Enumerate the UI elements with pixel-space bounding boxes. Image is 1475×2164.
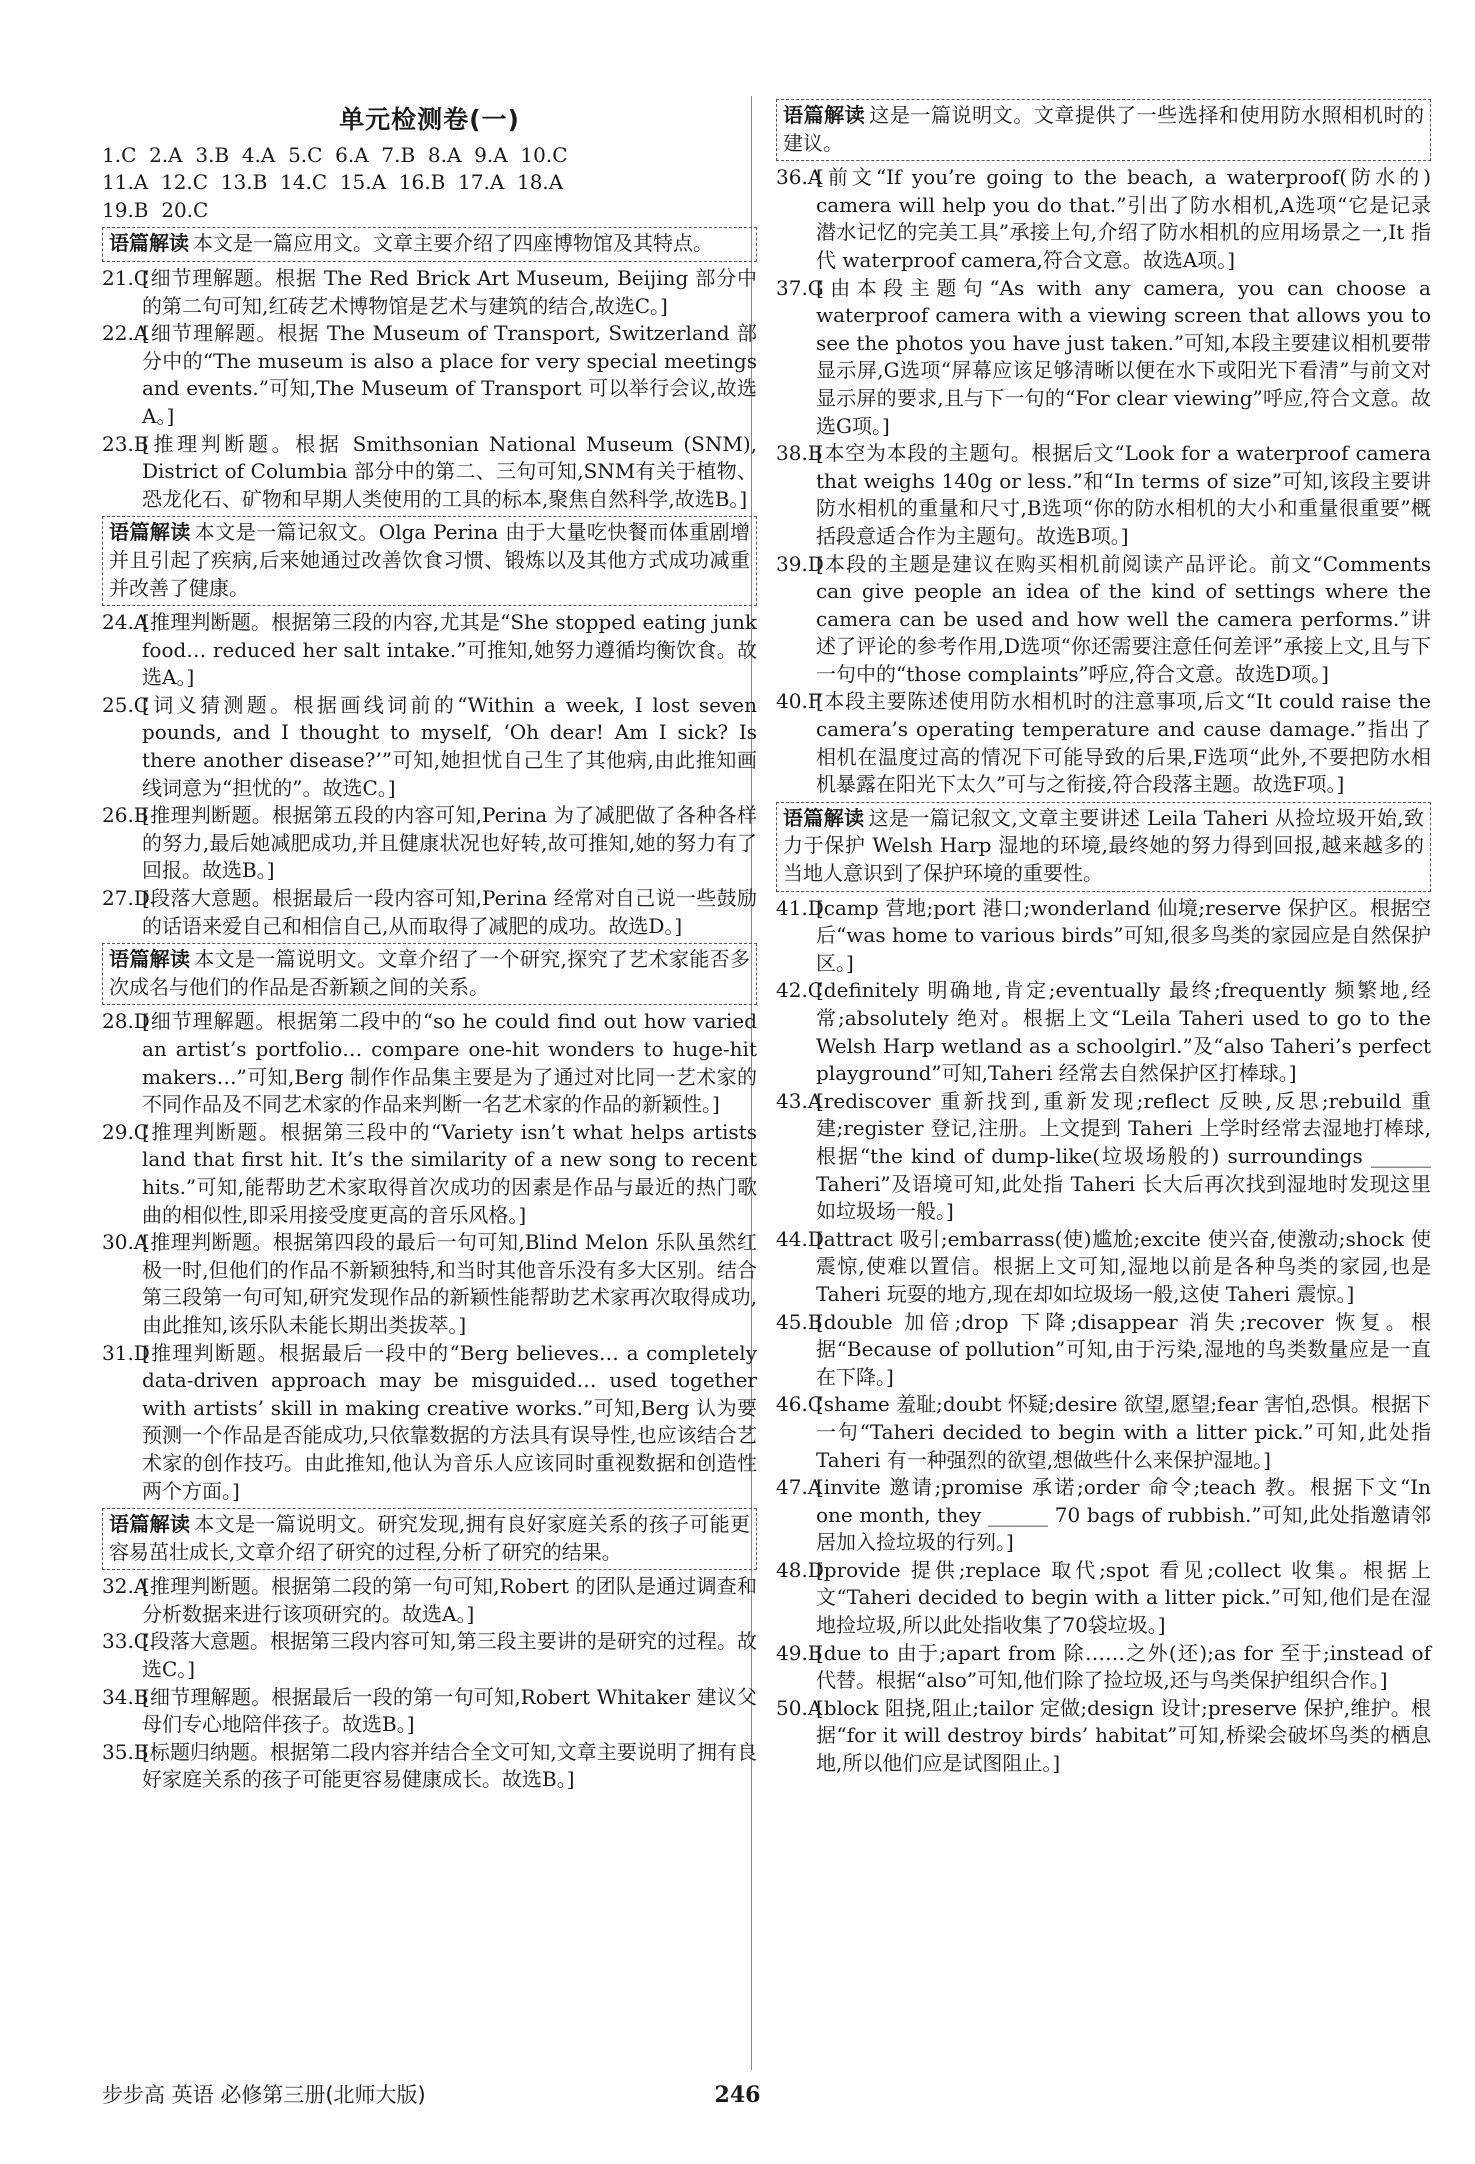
- explanation-text: [本段主要陈述使用防水相机时的注意事项,后文“It could raise the camera’s operating temperature and cause damage.”指出了相机在温度过高的情况下可能导致的后果,F选项“此外,不要把防水相机暴露在阳光下太久”可与之衔接,符合段落主题。故选F项。]: [816, 689, 1431, 797]
- question-answer: 43.A: [776, 1088, 823, 1113]
- explanation-text: [推理判断题。根据第三段中的“Variety isn’t what helps artists land that first hit. It’s the similarity of a new song to recent hits.”可知,能帮助艺术家取得首次成功的因素是作品与最近的热门歌曲的相似性,即采用接受度更高的音乐风格。]: [142, 1119, 757, 1227]
- explanation-text: [细节理解题。根据 The Museum of Transport, Switzerland 部分中的“The museum is also a place for very special meetings and events.”可知,The Museum of Transport 可以举行会议,故选A。]: [142, 321, 757, 428]
- question-answer: 40.F: [776, 689, 822, 714]
- question-answer: 27.D: [102, 886, 150, 911]
- passage-summary-box: [776, 99, 1431, 161]
- explanation-text: [shame 羞耻;doubt 怀疑;desire 欲望,愿望;fear 害怕,恐惧。根据下一句“Taheri decided to begin with a litter pick.”可知,此处指 Taheri 有一种强烈的欲望,想做些什么来保护湿地。]: [816, 1392, 1431, 1472]
- question-answer: 38.B: [776, 441, 823, 466]
- answer-explanation: [776, 1226, 1431, 1309]
- explanation-text: [due to 由于;apart from 除……之外(还);as for 至于;instead of 代替。根据“also”可知,他们除了捡垃圾,还与鸟类保护组织合作。]: [816, 1640, 1431, 1693]
- question-answer: 22.A: [102, 321, 149, 346]
- answer-line: 11.A 12.C 13.B 14.C 15.A 16.B 17.A 18.A: [102, 170, 564, 195]
- answer-explanation: [102, 1119, 757, 1229]
- question-answer: 33.C: [102, 1629, 150, 1654]
- passage-summary-box: [102, 1508, 757, 1570]
- explanation-text: [rediscover 重新找到,重新发现;reflect 反映,反思;rebuild 重建;register 登记,注册。上文提到 Taheri 上学时经常去湿地打棒球,根据“the kind of dump-like(垃圾场般的) surroundings ______ Taheri”及语境可知,此处指 Taheri 长大后再次找到湿地时发现这里如垃圾场一般。]: [816, 1088, 1431, 1224]
- passage-summary-tag: 语篇解读: [109, 1512, 191, 1537]
- passage-summary-box: [102, 227, 757, 262]
- question-answer: 24.A: [102, 610, 149, 635]
- explanation-text: [double 加倍;drop 下降;disappear 消失;recover 恢复。根据“Because of pollution”可知,由于污染,湿地的鸟类数量应是一直在下降。]: [816, 1309, 1431, 1389]
- explanation-text: [本空为本段的主题句。根据后文“Look for a waterproof camera that weighs 140g or less.”和“In terms of size”可知,该段主要讲防水相机的重量和尺寸,B选项“你的防水相机的大小和重量很重要”概括段意适合作为主题句。故选B项。]: [816, 441, 1431, 548]
- answer-explanation: [776, 895, 1431, 978]
- explanation-text: [推理判断题。根据第三段的内容,尤其是“She stopped eating junk food… reduced her salt intake.”可推知,她努力遵循均衡饮食。故选A。]: [142, 610, 757, 690]
- answer-explanation: [776, 440, 1431, 550]
- left-column: [102, 96, 757, 1794]
- explanation-text: [camp 营地;port 港口;wonderland 仙境;reserve 保护区。根据空后“was home to various birds”可知,很多鸟类的家园应是自然保护区。]: [816, 895, 1431, 975]
- question-answer: 34.B: [102, 1684, 149, 1709]
- question-answer: 47.A: [776, 1475, 823, 1500]
- question-answer: 30.A: [102, 1230, 149, 1255]
- explanation-text: [推理判断题。根据最后一段中的“Berg believes… a completely data-driven approach may be misguided… used together with artists’ skill in making creative works.”可知,Berg 认为要预测一个作品是否能成功,只依靠数据的方法具有误导性,也应该结合艺术家的创作技巧。由此推知,他认为音乐人应该同时重视数据和创造性两个方面。]: [142, 1340, 757, 1503]
- question-answer: 21.C: [102, 265, 150, 290]
- answer-explanation: [102, 320, 757, 430]
- answer-explanation: [102, 1008, 757, 1118]
- answer-explanation: [102, 885, 757, 940]
- answer-explanation: [776, 551, 1431, 689]
- right-column: [776, 96, 1431, 1778]
- explanation-text: [definitely 明确地,肯定;eventually 最终;frequently 频繁地,经常;absolutely 绝对。根据上文“Leila Taheri used to go to the Welsh Harp wetland as a schoolgirl.”及“also Taheri’s perfect playground”可知,Taheri 经常去自然保护区打棒球。]: [816, 978, 1431, 1086]
- answer-explanation: [102, 1684, 757, 1739]
- passage-summary-text: 本文是一篇说明文。研究发现,拥有良好家庭关系的孩子可能更容易茁壮成长,文章介绍了研究的过程,分析了研究的结果。: [109, 1512, 750, 1564]
- answer-explanation: [776, 977, 1431, 1087]
- answer-explanation: [776, 164, 1431, 274]
- explanation-text: [词义猜测题。根据画线词前的“Within a week, I lost seven pounds, and I thought to myself, ‘Oh dear! Am I sick? Is there another disease?’”可知,她担忧自己生了其他病,由此推知画线词意为“担忧的”。故选C。]: [142, 692, 757, 800]
- explanation-text: [block 阻挠,阻止;tailor 定做;design 设计;preserve 保护,维护。根据“for it will destroy birds’ habitat”可知,桥梁会破坏鸟类的栖息地,所以他们应是试图阻止。]: [816, 1695, 1431, 1776]
- passage-summary-tag: 语篇解读: [783, 805, 865, 830]
- explanation-text: [由本段主题句“As with any camera, you can choose a waterproof camera with a viewing screen that allows you to see the photos you have just taken.”可知,本段主要建议相机要带显示屏,G选项“屏幕应该足够清晰以便在水下或阳光下看清”与前文对显示屏的要求,且与下一句的“For clear viewing”呼应,符合文意。故选G项。]: [816, 275, 1431, 438]
- answer-explanation: [776, 1557, 1431, 1640]
- explanation-text: [段落大意题。根据最后一段内容可知,Perina 经常对自己说一些鼓励的话语来爱自己和相信自己,从而取得了减肥的成功。故选D。]: [142, 886, 757, 938]
- question-answer: 28.D: [102, 1009, 150, 1034]
- question-answer: 36.A: [776, 165, 823, 190]
- question-answer: 41.D: [776, 895, 824, 920]
- answer-explanation: [102, 1340, 757, 1506]
- question-answer: 37.G: [776, 275, 824, 300]
- answer-explanation: [102, 1739, 757, 1794]
- question-answer: 26.B: [102, 803, 149, 828]
- passage-summary-text: 本文是一篇应用文。文章主要介绍了四座博物馆及其特点。: [193, 231, 713, 256]
- answer-explanation: [102, 1628, 757, 1683]
- explanation-text: [前文“If you’re going to the beach, a waterproof(防水的) camera will help you do that.”引出了防水相机,A选项“它是记录潜水记忆的完美工具”承接上句,介绍了防水相机的应用场景之一,It 指代 waterproof camera,符合文意。故选A项。]: [816, 165, 1431, 272]
- explanation-text: [本段的主题是建议在购买相机前阅读产品评论。前文“Comments can give people an idea of the kind of settings where the camera can be used and how well the camera performs.”讲述了评论的参考作用,D选项“你还需要注意任何差评”承接上文,且与下一句中的“those complaints”呼应,符合文意。故选D项。]: [816, 551, 1431, 686]
- answer-explanation: [102, 692, 757, 802]
- question-answer: 29.C: [102, 1119, 150, 1144]
- question-answer: 46.C: [776, 1392, 824, 1417]
- question-answer: 25.C: [102, 692, 150, 717]
- explanation-text: [推理判断题。根据第五段的内容可知,Perina 为了减肥做了各种各样的努力,最后她减肥成功,并且健康状况也好转,故可推知,她的努力有了回报。故选B。]: [142, 803, 757, 883]
- explanation-text: [标题归纳题。根据第二段内容并结合全文可知,文章主要说明了拥有良好家庭关系的孩子可能更容易健康成长。故选B。]: [142, 1739, 757, 1792]
- answer-explanation: [102, 265, 757, 320]
- question-answer: 23.B: [102, 431, 149, 456]
- question-answer: 48.D: [776, 1557, 824, 1582]
- answer-line: 1.C 2.A 3.B 4.A 5.C 6.A 7.B 8.A 9.A 10.C: [102, 142, 568, 167]
- answer-explanation: [776, 1088, 1431, 1226]
- explanation-text: [推理判断题。根据第四段的最后一句可知,Blind Melon 乐队虽然红极一时,但他们的作品不新颖独特,和当时其他音乐没有多大区别。结合第三段第一句可知,研究发现作品的新颖性能帮助艺术家再次取得成功,由此推知,该乐队未能长期出类拔萃。]: [142, 1230, 757, 1337]
- answer-explanation: [776, 1695, 1431, 1778]
- passage-summary-box: [776, 802, 1431, 892]
- answer-explanation: [102, 431, 757, 514]
- question-answer: 35.B: [102, 1739, 149, 1764]
- question-answer: 32.A: [102, 1574, 149, 1599]
- answer-explanation: [102, 802, 757, 885]
- passage-summary-tag: 语篇解读: [109, 231, 189, 256]
- passage-summary-text: 这是一篇说明文。文章提供了一些选择和使用防水照相机时的建议。: [783, 103, 1425, 155]
- passage-summary-text: 本文是一篇记叙文。Olga Perina 由于大量吃快餐而体重剧增并且引起了疾病,后来她通过改善饮食习惯、锻炼以及其他方式成功减重并改善了健康。: [109, 520, 751, 600]
- passage-summary-tag: 语篇解读: [109, 947, 191, 972]
- answer-explanation: [102, 1229, 757, 1339]
- answer-explanation: [102, 609, 757, 692]
- answer-explanation: [776, 1309, 1431, 1392]
- passage-summary-box: [102, 943, 757, 1005]
- left-explanations: [102, 227, 757, 1794]
- answer-explanation: [776, 688, 1431, 798]
- question-answer: 39.D: [776, 551, 824, 576]
- question-answer: 50.A: [776, 1695, 823, 1720]
- explanation-text: [段落大意题。根据第三段内容可知,第三段主要讲的是研究的过程。故选C。]: [142, 1629, 757, 1682]
- right-explanations: [776, 99, 1431, 1778]
- footer-book-title: 步步高 英语 必修第三册(北师大版): [102, 2083, 426, 2107]
- question-answer: 49.B: [776, 1640, 823, 1665]
- answer-key: [102, 142, 757, 225]
- question-answer: 42.C: [776, 978, 824, 1003]
- question-answer: 31.D: [102, 1340, 150, 1365]
- passage-summary-tag: 语篇解读: [783, 103, 866, 127]
- passage-summary-text: 本文是一篇说明文。文章介绍了一个研究,探究了艺术家能否多次成名与他们的作品是否新颖之间的关系。: [109, 947, 750, 999]
- answer-explanation: [776, 1391, 1431, 1474]
- answer-explanation: [776, 1474, 1431, 1557]
- answer-explanation: [102, 1573, 757, 1628]
- explanation-text: [细节理解题。根据最后一段的第一句可知,Robert Whitaker 建议父母们专心地陪伴孩子。故选B。]: [142, 1684, 757, 1737]
- explanation-text: [invite 邀请;promise 承诺;order 命令;teach 教。根据下文“In one month, they ______ 70 bags of rubbish.”可知,此处指邀请邻居加入捡垃圾的行列。]: [816, 1475, 1431, 1555]
- explanation-text: [推理判断题。根据第二段的第一句可知,Robert 的团队是通过调查和分析数据来进行该项研究的。故选A。]: [142, 1574, 757, 1626]
- explanation-text: [细节理解题。根据 The Red Brick Art Museum, Beijing 部分中的第二句可知,红砖艺术博物馆是艺术与建筑的结合,故选C。]: [142, 265, 757, 318]
- passage-summary-box: [102, 516, 757, 606]
- answer-explanation: [776, 1640, 1431, 1695]
- answer-line: 19.B 20.C: [102, 197, 209, 222]
- passage-summary-tag: 语篇解读: [109, 520, 191, 545]
- page-number: 246: [714, 2082, 761, 2108]
- explanation-text: [provide 提供;replace 取代;spot 看见;collect 收集。根据上文“Taheri decided to begin with a litter pick.”可知,他们是在湿地捡垃圾,所以此处指收集了70袋垃圾。]: [816, 1557, 1431, 1638]
- explanation-text: [attract 吸引;embarrass(使)尴尬;excite 使兴奋,使激动;shock 使震惊,使难以置信。根据上文可知,湿地以前是各种鸟类的家园,也是 Taheri 玩耍的地方,现在却如垃圾场一般,这使 Taheri 震惊。]: [816, 1226, 1431, 1306]
- answer-explanation: [776, 275, 1431, 441]
- page-title: 单元检测卷(一): [339, 105, 520, 134]
- explanation-text: [细节理解题。根据第二段中的“so he could find out how varied an artist’s portfolio… compare one-hit wonders to huge-hit makers…”可知,Berg 制作作品集主要是为了通过对比同一艺术家的不同作品及不同艺术家的作品来判断一名艺术家的作品的新颖性。]: [142, 1009, 757, 1117]
- question-answer: 44.D: [776, 1226, 824, 1251]
- passage-summary-text: 这是一篇记叙文,文章主要讲述 Leila Taheri 从捡垃圾开始,致力于保护 Welsh Harp 湿地的环境,最终她的努力得到回报,越来越多的当地人意识到了保护环境的重要性。: [783, 805, 1424, 886]
- explanation-text: [推理判断题。根据 Smithsonian National Museum (SNM), District of Columbia 部分中的第二、三句可知,SNM有关于植物、恐龙化石、矿物和早期人类使用的工具的标本,聚焦自然科学,故选B。]: [142, 431, 757, 511]
- question-answer: 45.B: [776, 1309, 823, 1334]
